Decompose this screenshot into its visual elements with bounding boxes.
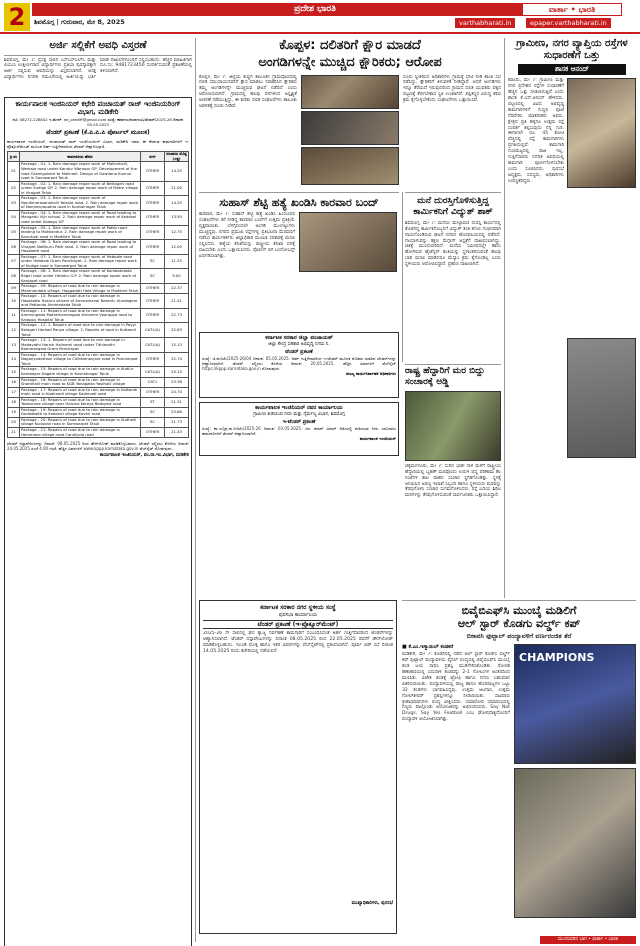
table-cell-cat: OTHER — [141, 225, 165, 240]
notice-municipal-title: ಕರ್ನಾಟಕ ಸರಕಾರ ನಗರ ಸ್ಥಳೀಯ ಸಂಸ್ಥೆ — [260, 604, 336, 611]
roads-story — [508, 38, 636, 598]
table-row — [8, 308, 189, 323]
table-cell-amt: 13.50 — [165, 210, 189, 225]
shock-headline: ಮನೆ ದುರಸ್ತಿಗೊಳಿಸುತ್ತಿದ್ದ ಕಾರ್ಮಿಕನಿಗೆ ವಿದ್ಯುತ್ ಶಾಕ್ — [413, 196, 493, 217]
table-cell-work: Package - 15: Repairs of road due to rain damage in Kudlur Kambayar Dagale village in Kushalnagar Taluk — [20, 367, 141, 377]
table-cell-cat: CAT-I(A) — [141, 323, 165, 338]
footer-continued: ಮುಂದುವರಿದ ಭಾಗ • ವಾರ್ತಾ • ಭಾರತಿ — [540, 936, 636, 944]
table-cell-cat: SC — [141, 417, 165, 427]
table-cell-cat: OTHER — [141, 196, 165, 211]
table-cell-work: Package - 18: Repairs of road due to rain damage in Yadavnare village near Halsina Kereya Bedigina road — [20, 397, 141, 407]
table-cell-work: Package - 01: 1. Rain damage repair work of Mallonhalli, Werkaje road under Kandur Warnoor GP, Development of the road Gramigukere to Mallnadi. Design of Gowdana Kunnur road in Somwarpet Taluk — [20, 162, 141, 181]
table-cell-n: 21 — [8, 427, 20, 437]
bandh-body: ಕಾರವಾರ, ಮೇ 7: ಸುಹಾಸ್ ಶೆಟ್ಟಿ ಹತ್ಯೆ ಖಂಡಿಸಿ ಹಿಂದೂಪರ ಸಂಘಟನೆಗಳು ಕರೆ ನೀಡಿದ್ದ ಕಾರವಾರ ಬಂದ್‌ಗೆ ಉತ್ತಮ ಪ್ರತಿಕ್ರಿಯೆ ವ್ಯಕ್ತವಾಯಿತು. ಬೆಳಗ್ಗಿನಿಂದಲೇ ಅಂಗಡಿ ಮುಂಗಟ್ಟುಗಳು ಮುಚ್ಚಿದ್ದವು. ನಗರದ ಪ್ರಮುಖ ರಸ್ತೆಗಳಲ್ಲಿ ಪ್ರತಿಭಟನಾ ಮೆರವಣಿಗೆ ನಡೆಸಿದ ಕಾರ್ಯಕರ್ತರು ಜಿಲ್ಲಾಧಿಕಾರಿ ಮೂಲಕ ಸರಕಾರಕ್ಕೆ ಮನವಿ ಸಲ್ಲಿಸಿದರು. ಹತ್ಯೆಯ ತನಿಖೆಯನ್ನು ರಾಷ್ಟ್ರೀಯ ತನಿಖಾ ದಳಕ್ಕೆ ವಹಿಸಬೇಕು ಎಂದು ಒತ್ತಾಯಿಸಿದರು. ಪೊಲೀಸ್ ಬಿಗಿ ಬಂದೋಬಸ್ತ್ ಏರ್ಪಡಿಸಲಾಗಿತ್ತು. — [199, 212, 295, 259]
highway-story — [402, 366, 504, 598]
notice-zp-label: ಟೆಂಡರ್ ಪ್ರಕಟಣೆ — [285, 348, 313, 355]
table-cell-amt: 25.13 — [165, 367, 189, 377]
col-category: ವರ್ಗ — [141, 152, 165, 162]
notice-zp — [199, 332, 399, 398]
table-row — [8, 210, 189, 225]
table-cell-cat: OTHER — [141, 387, 165, 397]
table-cell-amt: 21.43 — [165, 427, 189, 437]
table-cell-n: 12 — [8, 323, 20, 338]
mla-photo — [567, 78, 636, 188]
table-cell-work: Package - 13: 1. Repairs of road due to rain damage in Madavathi Harish Halinami road under Tithimathi Bommangala Gram Panchayat — [20, 338, 141, 353]
table-cell-n: 18 — [8, 397, 20, 407]
table-cell-cat: ST — [141, 397, 165, 407]
table-cell-work: Package - 10: Repairs of road due to rain damage in Hosakatte Hosuru sitnam of Ammamanai Naranti, Kundagere and Pattanda Aimmedada Taluk — [20, 294, 141, 309]
left-column — [4, 38, 192, 942]
tender-office: ಕಾರ್ಯಪಾಲಕ ಇಂಜಿನಿಯರ್ ಕಛೇರಿ ಪಂಚಾಯತ್ ರಾಜ್ ಇಂಜಿನಿಯರಿಂಗ್ ವಿಭಾಗ, ಮಡಿಕೇರಿ — [15, 99, 181, 117]
sports-headline-line2: ಆಲ್ ಸ್ಟಾರ್ ಕೊಡಗು ವರ್ಲ್ಡ್ ಕಪ್ — [457, 617, 581, 631]
table-row — [8, 387, 189, 397]
sports-body: ಮಡಿಕೇರಿ, ಮೇ 7: ಕೊಡಗಿನಲ್ಲಿ ನಡೆದ ಆಲ್ ಸ್ಟಾರ್ ಕೊಡಗು ವರ್ಲ್ಡ್ ಕಪ್ ಫುಟ್ಬಾಲ್ ಪಂದ್ಯಾವಳಿಯ ಫೈನಲ್ ಪಂದ್ಯದಲ್ಲಿ ಬಿವೈಬಿಎಫ್‌ಸಿ ಮುಂಬೈ ತಂಡ ಜಯ ಸಾಧಿಸಿ ಪ್ರಶಸ್ತಿ ಮುಡಿಗೇರಿಸಿಕೊಂಡಿತು. ರೋಚಕ ಹಣಾಹಣಿಯಲ್ಲಿ ಎದುರಾಳಿ ತಂಡವನ್ನು 2-1 ಗೋಲುಗಳ ಅಂತರದಿಂದ ಮಣಿಸಿತು. ವಿಜೇತ ತಂಡಕ್ಕೆ ಟ್ರೋಫಿ ಹಾಗೂ ನಗದು ಬಹುಮಾನ ವಿತರಿಸಲಾಯಿತು. ಪಂದ್ಯಾವಳಿಯಲ್ಲಿ ರಾಜ್ಯ ಹಾಗೂ ಹೊರರಾಜ್ಯಗಳ ಒಟ್ಟು 32 ತಂಡಗಳು ಭಾಗವಹಿಸಿದ್ದವು. ಉತ್ತಮ ಆಟಗಾರ, ಉತ್ತಮ ಗೋಲ್‌ಕೀಪರ್ ಪ್ರಶಸ್ತಿಗಳನ್ನೂ ನೀಡಲಾಯಿತು. ಸಾವಿರಾರು ಕ್ರೀಡಾಭಿಮಾನಿಗಳು ಪಂದ್ಯ ವೀಕ್ಷಿಸಿದರು. ಸಮಾರೋಪ ಸಮಾರಂಭದಲ್ಲಿ ಗಣ್ಯರು ಪಾಲ್ಗೊಂಡು ಆಯೋಜಕರನ್ನು ಅಭಿನಂದಿಸಿದರು. Say Not Drugs, Say Yes Football ಎಂಬ ಘೋಷವಾಕ್ಯದೊಂದಿಗೆ ಪಂದ್ಯಾವಳಿ ಆಯೋಜಿಸಲಾಗಿತ್ತು. — [402, 651, 510, 723]
notice-zp-sub: ಜಿಲ್ಲಾ ಕೇಂದ್ರ ಸಹಕಾರ ಅಭಿವೃದ್ಧಿ ನಿಗಮ ನಿ. — [268, 341, 330, 347]
table-cell-work: Package - 11: Repairs of road due to rain damage in Ammungada Matrathamangala sitnamm Voorappa road to Kalappu Hospital Taluk — [20, 308, 141, 323]
lead-headline-line2: ಅಂಗಡಿಗಳನ್ನೇ ಮುಚ್ಚಿದ ಕ್ಷೌರಿಕರು; ಆರೋಪ — [258, 55, 442, 71]
table-cell-n: 06 — [8, 240, 20, 255]
road-photo — [567, 338, 636, 458]
table-row — [8, 162, 189, 181]
epaper-link[interactable]: epaper.varthabharati.in — [526, 18, 611, 28]
table-cell-cat: SC — [141, 269, 165, 284]
lead-story — [199, 38, 501, 188]
tender-label: ಟೆಂಡರ್ ಪ್ರಕಟಣೆ (ಕೆ.ಪಿ.ಪಿ.ಪಿ ಪೋರ್ಟಲ್ ಮೂಲಕ) — [46, 129, 150, 137]
table-cell-cat: OTHER — [141, 308, 165, 323]
table-cell-cat: OTHER — [141, 284, 165, 294]
notice-municipal — [199, 600, 397, 934]
champions-photo — [514, 644, 636, 764]
dateline: ಶಿವಮೊಗ್ಗ | ಗುರುವಾರ, ಮೇ 8, 2025 — [34, 18, 125, 26]
notice-municipal-body: 2025-26 ನೇ ಸಾಲಿನಲ್ಲಿ ಘನ ತ್ಯಾಜ್ಯ ನಿರ್ವಹಣೆ ಕಾಮಗಾರಿಗೆ ಸಂಬಂಧಿಸಿದಂತೆ ಅರ್ಹ ಗುತ್ತಿಗೆದಾರರಿಂದ ಟೆಂಡರ್‌ಗಳನ್ನು ಆಹ್ವಾನಿಸಲಾಗಿದೆ. ಟೆಂಡರ್ ದಸ್ತಾವೇಜುಗಳನ್ನು ದಿನಾಂಕ 08.05.2025 ರಿಂದ 22.05.2025 ರವರೆಗೆ ಡೌನ್‌ಲೋಡ್ ಮಾಡಿಕೊಳ್ಳಬಹುದು. ಇಎಂಡಿ ಮೊತ್ತ ಹಾಗೂ ಇತರ ವಿವರಗಳನ್ನು ವೆಬ್‌ಸೈಟ್‌ನಲ್ಲಿ ಪ್ರಕಟಿಸಲಾಗಿದೆ. ಪೂರ್ವ ಬಿಡ್ ಸಭೆ ದಿನಾಂಕ 14.05.2025 ರಂದು ಕಚೇರಿಯಲ್ಲಿ ನಡೆಯಲಿದೆ. — [203, 631, 393, 655]
table-cell-work: Package - 02: 1. Rain damage repair work of Bettageri road under Kudige GP. 2. Rain damage repair work of Matre village in Virajpet Taluk — [20, 181, 141, 196]
table-cell-amt: 9.00 — [165, 269, 189, 284]
table-cell-cat: OTHER — [141, 181, 165, 196]
lead-headline-line1: ಕೊಪ್ಪಳ: ದಲಿತರಿಗೆ ಕ್ಷೌರ ಮಾಡದೆ — [279, 38, 421, 53]
mid-divider — [402, 192, 403, 362]
column-divider — [195, 38, 196, 942]
lead-photo-2 — [301, 111, 399, 145]
table-cell-work: Package - 20: Repairs of road due to rain damage in Kudhalli village Kudukan road in Somwarpet Taluk — [20, 417, 141, 427]
table-cell-cat: SC — [141, 407, 165, 417]
table-cell-amt: 15.13 — [165, 338, 189, 353]
table-cell-amt: 24.74 — [165, 387, 189, 397]
table-row — [8, 323, 189, 338]
notice-zp-body: ಸಂಖ್ಯೆ: ಜಿ.ಪಂ/ಟೆಂ/2025-26/04 ದಿನಾಂಕ: 05.05.2025. ಅರ್ಹ ಗುತ್ತಿಗೆದಾರರಿಂದ ಇ-ಟೆಂಡರ್ ಮೂಲಕ ಮೊಹರು ಮಾಡಿದ ಟೆಂಡರ್‌ಗಳನ್ನು ಆಹ್ವಾನಿಸಲಾಗಿದೆ. ಟೆಂಡರ್ ಸಲ್ಲಿಸಲು ಕೊನೆಯ ದಿನಾಂಕ: 20.05.2025. ಹೆಚ್ಚಿನ ವಿವರಗಳಿಗೆ ವೆಬ್‌ಸೈಟ್ https://kppp.karnataka.gov.in ನೋಡುವುದು. — [202, 355, 396, 372]
table-cell-n: 10 — [8, 294, 20, 309]
table-cell-n: 08 — [8, 269, 20, 284]
table-row — [8, 352, 189, 367]
table-cell-work: Package - 03: 1. Rain damage repair work of Nandimarasanahalli Yalasta road. 2. Rain damage repair work of Nanjarayapatna road in Kushalnagar Taluk — [20, 196, 141, 211]
table-cell-n: 16 — [8, 377, 20, 387]
table-row — [8, 427, 189, 437]
table-cell-work: Package - 05: 1. Rain damage repair work of Pattiz road leading to Makkandur. 2. Rain damage repair work of Kanukudi road in Madikeri Taluk — [20, 225, 141, 240]
notice-water-sub: ಗ್ರಾಮೀಣ ಕುಡಿಯುವ ನೀರು ಮತ್ತು ನೈರ್ಮಲ್ಯ ವಿಭಾಗ, ಶಿವಮೊಗ್ಗ — [253, 411, 345, 417]
table-cell-amt: 12.75 — [165, 225, 189, 240]
notice-water-body: ಸಂಖ್ಯೆ: ಕಾ.ಇಂ/ಗ್ರಾ.ಕು.ನೀ/ಟೆಂ/2025-26 ದಿನಾಂಕ: 03.05.2025. ಜಲ ಜೀವನ್ ಮಿಷನ್ ಅಡಿಯಲ್ಲಿ ಕುಡಿಯುವ ನೀರು ಸರಬರಾಜು ಕಾಮಗಾರಿಗಳಿಗೆ ಟೆಂಡರ್ ಆಹ್ವಾನಿಸಲಾಗಿದೆ. — [202, 425, 396, 436]
lead-photo-1 — [301, 75, 399, 109]
table-cell-n: 04 — [8, 210, 20, 225]
notice-municipal-sub: ಪುರಸಭಾ ಕಾರ್ಯಾಲಯ — [278, 611, 318, 618]
table-cell-amt: 21.41 — [165, 294, 189, 309]
table-cell-n: 07 — [8, 254, 20, 269]
notice-water-label: ಇ-ಟೆಂಡರ್ ಪ್ರಕಟಣೆ — [282, 418, 316, 425]
table-cell-amt: 22.74 — [165, 352, 189, 367]
tender-intro: ಕಾರ್ಯಪಾಲಕ ಇಂಜಿನಿಯರ್, ಪಂಚಾಯತ್ ರಾಜ್ ಇಂಜಿನಿಯರಿಂಗ್ ವಿಭಾಗ, ಮಡಿಕೇರಿ ಇವರು ಈ ಕೆಳಕಂಡ ಕಾಮಗಾರಿಗಳಿಗೆ ಇ-ಪ್ರೊಕ್ಯೂರ್‌ಮೆಂಟ್ ಮೂಲಕ ಅರ್ಹ ಗುತ್ತಿಗೆದಾರರಿಂದ ಟೆಂಡರ್ ಆಹ್ವಾನಿಸಿದ್ದಾರೆ. — [7, 138, 189, 150]
table-cell-amt: 22.73 — [165, 308, 189, 323]
col-work: ಕಾಮಗಾರಿಯ ಹೆಸರು — [20, 152, 141, 162]
table-cell-amt: 21.00 — [165, 181, 189, 196]
col-serial: ಕ್ರ.ಸಂ — [8, 152, 20, 162]
table-cell-amt: 23.86 — [165, 407, 189, 417]
table-row — [8, 377, 189, 387]
tender-contact: ದೂ: 08272-228842 ಇ-ಮೇಲ್: ee_prediff@gmail.com ಸಂಖ್ಯೆ: ಕಾಪಾಇಂ/ಪಂರಾಇಂವಿ/ಟೆಂಡರ್/2025-26 ದಿನಾಂಕ: 05.05.2025 — [12, 117, 184, 127]
tender-header-row — [8, 152, 189, 162]
tender-footer: ಟೆಂಡರ್ ದಸ್ತಾವೇಜುಗಳನ್ನು ದಿನಾಂಕ: 08.05.2025 ರಿಂದ ಡೌನ್‌ಲೋಡ್ ಮಾಡಿಕೊಳ್ಳಬಹುದು. ಟೆಂಡರ್ ಸಲ್ಲಿಸಲು ಕೊನೆಯ ದಿನಾಂಕ: 24.05.2025 ಸಂಜೆ 4.00 ಗಂಟೆ. ಹೆಚ್ಚಿನ ವಿವರಗಳಿಗೆ www.kppp.karnataka.gov.in ವೆಬ್‌ಸೈಟ್ ನೋಡುವುದು. — [7, 441, 189, 452]
shock-body: ಶಿವಮೊಗ್ಗ, ಮೇ 7: ಮನೆಯ ಮೇಲ್ಛಾವಣಿ ದುರಸ್ತಿ ಕಾರ್ಯದಲ್ಲಿ ತೊಡಗಿದ್ದ ಕಾರ್ಮಿಕನೊಬ್ಬನಿಗೆ ವಿದ್ಯುತ್ ತಂತಿ ತಗುಲಿ ಗಂಭೀರವಾಗಿ ಗಾಯಗೊಂಡಿರುವ ಘಟನೆ ನಗರದ ಹೊರವಲಯದಲ್ಲಿ ನಡೆದಿದೆ. ಗಾಯಾಳುವನ್ನು ತಕ್ಷಣ ಮೆಗ್ಗಾನ್ ಆಸ್ಪತ್ರೆಗೆ ದಾಖಲಿಸಲಾಗಿದ್ದು, ಚಿಕಿತ್ಸೆ ಮುಂದುವರಿದಿದೆ. ಮನೆಯ ಸಮೀಪದಲ್ಲೇ ಹಾದು ಹೋಗಿರುವ ಹೈಟೆನ್ಶನ್ ತಂತಿಯನ್ನು ಸ್ಥಳಾಂತರಿಸುವಂತೆ ಹಲವು ಬಾರಿ ಮನವಿ ಮಾಡಿದರೂ ಮೆಸ್ಕಾಂ ಕ್ರಮ ಕೈಗೊಂಡಿಲ್ಲ ಎಂದು ಸ್ಥಳೀಯರು ಆರೋಪಿಸಿದ್ದಾರೆ. ಪ್ರಕರಣ ದಾಖಲಾಗಿದೆ. — [405, 220, 501, 268]
table-row — [8, 407, 189, 417]
roads-headline: ಗ್ರಾಮೀಣ, ನಗರ ವ್ಯಾಪ್ತಿಯ ರಸ್ತೆಗಳ ಸುಧಾರಣೆಗೆ ಒತ್ತು — [516, 38, 628, 61]
lead-photo-3 — [301, 147, 399, 185]
mla-badge: ಶಾಸಕ ಆನಂದ್ — [518, 64, 626, 75]
tender-table — [7, 151, 189, 438]
roads-body: ಕಡೂರು, ಮೇ 7: ಗ್ರಾಮೀಣ ಮತ್ತು ನಗರ ಪ್ರದೇಶದ ರಸ್ತೆಗಳ ಸುಧಾರಣೆಗೆ ಹೆಚ್ಚಿನ ಒತ್ತು ನೀಡಲಾಗುತ್ತಿದೆ ಎಂದು ಶಾಸಕ ಕೆ.ಎಸ್.ಆನಂದ್ ಹೇಳಿದರು. ಪಟ್ಟಣದಲ್ಲಿ ವಿವಿಧ ಅಭಿವೃದ್ಧಿ ಕಾಮಗಾರಿಗಳಿಗೆ ಗುದ್ದಲಿ ಪೂಜೆ ನೆರವೇರಿಸಿ ಮಾತನಾಡಿದ ಅವರು, ಕ್ಷೇತ್ರದ ಪ್ರತಿ ಹಳ್ಳಿಗೂ ಉತ್ತಮ ರಸ್ತೆ ಸಂಪರ್ಕ ಕಲ್ಪಿಸುವುದು ನನ್ನ ಗುರಿ. ಈಗಾಗಲೇ ರೂ. 45 ಕೋಟಿ ವೆಚ್ಚದಲ್ಲಿ ರಸ್ತೆ ಕಾಮಗಾರಿಗಳು ಪ್ರಗತಿಯಲ್ಲಿವೆ. ಕಾಮಗಾರಿ ಗುಣಮಟ್ಟದಲ್ಲಿ ರಾಜಿ ಇಲ್ಲ. ಗುತ್ತಿಗೆದಾರರು ನಿಗದಿತ ಅವಧಿಯಲ್ಲಿ ಕಾಮಗಾರಿ ಪೂರ್ಣಗೊಳಿಸಬೇಕು ಎಂದು ಸೂಚಿಸಿದರು. ಪುರಸಭೆ ಅಧ್ಯಕ್ಷರು, ಸದಸ್ಯರು, ಅಧಿಕಾರಿಗಳು ಉಪಸ್ಥಿತರಿದ್ದರು. — [508, 77, 564, 185]
table-cell-n: 14 — [8, 352, 20, 367]
table-row — [8, 240, 189, 255]
shock-story — [405, 192, 501, 362]
table-row — [8, 284, 189, 294]
table-cell-work: Package - 06: 1. Rain damage repair work of Road leading to Virajpet Nallikuru Patti road. 2. Rain damage repair work of Hosabetti road — [20, 240, 141, 255]
table-row — [8, 269, 189, 284]
table-cell-work: Package - 19: Repairs of road due to rain damage in Doddabetti to Kodandi village Kaveri road — [20, 407, 141, 417]
table-row — [8, 417, 189, 427]
lead-body-right: ದೂರು ಸ್ವೀಕರಿಸಿದ ಅಧಿಕಾರಿಗಳು ಗ್ರಾಮಕ್ಕೆ ಭೇಟಿ ನೀಡಿ ಶಾಂತಿ ಸಭೆ ನಡೆಸಿದ್ದು, ಕ್ಷೌರಿಕರಿಗೆ ತಿಳುವಳಿಕೆ ನೀಡಿದ್ದಾರೆ. ಆದರೆ ಅಂಗಡಿಗಳು ಇನ್ನೂ ತೆರೆಯದೆ ಇರುವುದರಿಂದ ಗ್ರಾಮದ ದಲಿತ ಯುವಕರು ಪಕ್ಕದ ಪಟ್ಟಣಕ್ಕೆ ತೆರಳಬೇಕಾದ ಸ್ಥಿತಿ ಉಂಟಾಗಿದೆ. ತಪ್ಪಿತಸ್ಥರ ವಿರುದ್ಧ ಕಠಿಣ ಕ್ರಮ ಕೈಗೊಳ್ಳಬೇಕೆಂದು ಸಂಘಟನೆಗಳು ಒತ್ತಾಯಿಸಿವೆ. — [403, 74, 501, 104]
table-cell-n: 09 — [8, 284, 20, 294]
table-cell-n: 20 — [8, 417, 20, 427]
notice-zp-title: ಕರ್ನಾಟಕ ಸರಕಾರ ಜಿಲ್ಲಾ ಪಂಚಾಯತ್ — [265, 335, 333, 341]
table-cell-n: 17 — [8, 387, 20, 397]
table-cell-amt: 23.36 — [165, 377, 189, 387]
champions-banner-text: CHAMPIONS — [519, 650, 595, 664]
table-row — [8, 181, 189, 196]
table-row — [8, 294, 189, 309]
table-cell-cat: OTHER — [141, 162, 165, 181]
page-number: 2 — [4, 3, 30, 31]
sports-story — [402, 600, 636, 942]
table-cell-amt: 12.00 — [165, 240, 189, 255]
table-row — [8, 196, 189, 211]
table-cell-cat: CAT-I(A) — [141, 367, 165, 377]
site-link[interactable]: varthabharati.in — [455, 18, 515, 28]
table-cell-amt: 22.37 — [165, 284, 189, 294]
highway-headline: ರಾಷ್ಟ್ರ ಹೆದ್ದಾರಿಗೆ ಮರ ಬಿದ್ದು ಸಂಚಾರಕ್ಕೆ ಅಡ್ಡಿ — [405, 366, 485, 387]
table-cell-n: 15 — [8, 367, 20, 377]
table-cell-cat: OTHER — [141, 427, 165, 437]
table-row — [8, 338, 189, 353]
table-cell-amt: 21.73 — [165, 417, 189, 427]
table-cell-cat: CAT-I(A) — [141, 338, 165, 353]
table-row — [8, 367, 189, 377]
table-cell-cat: CAT-I — [141, 377, 165, 387]
team-photo — [514, 768, 636, 918]
bandh-photo — [299, 212, 397, 272]
table-cell-n: 13 — [8, 338, 20, 353]
highway-body: ಚಿಕ್ಕಮಗಳೂರು, ಮೇ 7: ಸುರಿದ ಭಾರೀ ಗಾಳಿ ಮಳೆಗೆ ರಾಷ್ಟ್ರೀಯ ಹೆದ್ದಾರಿಯಲ್ಲಿ ಬೃಹತ್ ಮರವೊಂದು ಉರುಳಿ ಬಿದ್ದ ಪರಿಣಾಮ ಕೆಲ ಗಂಟೆಗಳ ಕಾಲ ವಾಹನ ಸಂಚಾರ ಸ್ಥಗಿತಗೊಂಡಿತ್ತು. ಸ್ಥಳಕ್ಕೆ ಆಗಮಿಸಿದ ಅರಣ್ಯ ಇಲಾಖೆ ಸಿಬ್ಬಂದಿ ಹಾಗೂ ಸ್ಥಳೀಯರು ಮರವನ್ನು ತೆರವುಗೊಳಿಸಿ ಸಂಚಾರ ಸುಗಮಗೊಳಿಸಿದರು. ರಸ್ತೆ ಬದಿಯ ಶಿಥಿಲ ಮರಗಳನ್ನು ತೆರವುಗೊಳಿಸುವಂತೆ ಸಾರ್ವಜನಿಕರು ಒತ್ತಾಯಿಸಿದ್ದಾರೆ. — [405, 463, 501, 499]
table-cell-work: Package - 14: Repairs of road due to rain damage in Naganyodathani village to Chikkamanjare road in Ponnampet Taluk — [20, 352, 141, 367]
table-cell-work: Package - 07: 1. Rain damage repair work of Hebbale road under Hebbale Gram Panchayat. 2. Rain damage repair work of Kudige road in Somwarpet Taluk — [20, 254, 141, 269]
article-deadline: ಶಿವಮೊಗ್ಗ, ಮೇ 7: ಪ್ರಸಕ್ತ ಸಾಲಿನ ಎಸ್‌ಎಸ್‌ಎಲ್‌ಸಿ ಮತ್ತು ಪಿಯುಸಿ ಉತ್ತೀರ್ಣರಾದ ವಿದ್ಯಾರ್ಥಿಗಳು ಪ್ರತಿಭಾ ಪುರಸ್ಕಾರಕ್ಕಾಗಿ ಅರ್ಜಿ ಸಲ್ಲಿಸುವ ಅವಧಿಯನ್ನು ವಿಸ್ತರಿಸಲಾಗಿದೆ. ಆಸಕ್ತ ವಿದ್ಯಾರ್ಥಿಗಳು ನಿಗದಿತ ನಮೂನೆಯಲ್ಲಿ ಅರ್ಜಿಯನ್ನು ಭರ್ತಿ ಮಾಡಿ ದಾಖಲೆಗಳೊಂದಿಗೆ ಸಲ್ಲಿಸಬಹುದು. ಹೆಚ್ಚಿನ ಮಾಹಿತಿಗಾಗಿ ದೂ.ಸಂ: 9481723456 ಸಂಪರ್ಕಿಸುವಂತೆ ಪ್ರಕಟಣೆಯಲ್ಲಿ ತಿಳಿಸಲಾಗಿದೆ. — [4, 57, 192, 81]
table-row — [8, 254, 189, 269]
table-cell-work: Package - 09: Repairs of road due to rain damage in Manmandata village, Haggadati Hala Village in Madikeri Taluk — [20, 284, 141, 294]
table-cell-amt: 22.63 — [165, 323, 189, 338]
table-cell-cat: OTHER — [141, 352, 165, 367]
bandh-headline: ಸುಹಾಸ್ ಶೆಟ್ಟಿ ಹತ್ಯೆ ಖಂಡಿಸಿ ಕಾರವಾರ ಬಂದ್ — [219, 196, 379, 209]
table-cell-n: 19 — [8, 407, 20, 417]
highway-photo — [405, 391, 501, 461]
table-cell-n: 05 — [8, 225, 20, 240]
headline-deadline: ಅರ್ಜಿ ಸಲ್ಲಿಕೆಗೆ ಅವಧಿ ವಿಸ್ತರಣೆ — [4, 38, 192, 56]
table-cell-work: Package - 16: Repairs of road due to rain damage in Shanthalli main road to KGB Yanagatta Yasthalli village — [20, 377, 141, 387]
notice-water-sign: ಕಾರ್ಯಪಾಲಕ ಇಂಜಿನಿಯರ್ — [359, 436, 396, 442]
table-cell-n: 01 — [8, 162, 20, 181]
table-cell-n: 03 — [8, 196, 20, 211]
notice-municipal-label: ಟೆಂಡರ್ ಪ್ರಕಟಣೆ (ಇ-ಪ್ರೊಕ್ಯೂರ್‌ಮೆಂಟ್) — [203, 620, 393, 630]
table-cell-work: Package - 21: Repairs of road due to rain damage in Hemmana village road Candiyola road — [20, 427, 141, 437]
right-divider — [504, 38, 505, 598]
header-rule — [0, 32, 640, 34]
notice-municipal-sign: ಮುಖ್ಯಾಧಿಕಾರಿಗಳು, ಪುರಸಭೆ — [351, 901, 393, 907]
table-cell-amt: 21.31 — [165, 397, 189, 407]
sports-byline: ■ ಕೆ.ಎಂ.ಇಸ್ಮಾಯಿಲ್ ಕಂಡಕರೆ — [402, 643, 454, 650]
table-cell-cat: OTHER — [141, 240, 165, 255]
table-cell-n: 02 — [8, 181, 20, 196]
table-cell-work: Package - 12: 1. Repairs of road due to rain damage in Payyi Belageri Harhad Panya village. 2. Repairs of road in Kuttandi Taluk — [20, 323, 141, 338]
lead-body-left: ಕೊಪ್ಪಳ, ಮೇ 7: ಜಿಲ್ಲೆಯ ಕುಷ್ಟಗಿ ತಾಲೂಕಿನ ಗ್ರಾಮವೊಂದರಲ್ಲಿ ದಲಿತ ಸಮುದಾಯದವರಿಗೆ ಕ್ಷೌರ ಮಾಡಲು ನಿರಾಕರಿಸಿದ ಕ್ಷೌರಿಕರು ತಮ್ಮ ಅಂಗಡಿಗಳನ್ನೇ ಮುಚ್ಚಿರುವ ಘಟನೆ ನಡೆದಿದೆ ಎಂದು ಆರೋಪಿಸಲಾಗಿದೆ. ಗ್ರಾಮದಲ್ಲಿ ಹಲವು ದಿನಗಳಿಂದ ಅಸ್ಪೃಶ್ಯತೆ ಆಚರಣೆ ನಡೆಯುತ್ತಿದ್ದು, ಈ ಕುರಿತು ದಲಿತ ಸಂಘಟನೆಗಳು ತಾಲೂಕು ಆಡಳಿತಕ್ಕೆ ದೂರು ನೀಡಿವೆ. — [199, 74, 297, 110]
sports-headline-line1: ಬಿವೈಬಿಎಫ್‌ಸಿ ಮುಂಬೈ ಮಡಿಲಿಗೆ — [461, 604, 577, 617]
table-cell-n: 11 — [8, 308, 20, 323]
table-cell-cat: OTHER — [141, 210, 165, 225]
table-cell-cat: SC — [141, 254, 165, 269]
table-cell-cat: OTHER — [141, 294, 165, 309]
table-cell-work: Package - 04: 1. Rain damage repair work of Road leading to Mangadu Vijh school. 2. Rain damage repair work of Kedakal road under Kodagu GP — [20, 210, 141, 225]
table-cell-work: Package - 17: Repairs of road due to rain damage in Kalkandi main road in Kadimadi village Kadimadi road — [20, 387, 141, 397]
table-row — [8, 225, 189, 240]
notice-zp-sign: ಮುಖ್ಯ ಕಾರ್ಯನಿರ್ವಾಹಕ ಅಧಿಕಾರಿಗಳು — [346, 371, 396, 377]
table-cell-amt: 11.25 — [165, 254, 189, 269]
table-row — [8, 397, 189, 407]
table-cell-amt: 14.25 — [165, 162, 189, 181]
brand-tag: ವಾರ್ತಾ • ಭಾರತಿ — [522, 3, 622, 16]
col-amount: ಅಂದಾಜು ಮೊತ್ತ (ಲಕ್ಷ) — [166, 151, 187, 161]
tender-notice-box — [4, 97, 192, 946]
notice-water-title: ಕಾರ್ಯಪಾಲಕ ಇಂಜಿನಿಯರ್ ರವರ ಕಾರ್ಯಾಲಯ — [255, 405, 343, 411]
notice-water — [199, 402, 399, 456]
section-title: ಪ್ರದೇಶ ಭಾರತಿ — [294, 4, 336, 14]
page-header — [0, 0, 640, 34]
sports-subhead: ಬಿಕಾಪಸಿ ಫುಟ್ಬಾಲ್ ಪಂದ್ಯಾವಳಿಗೆ ವರ್ಣರಂಜಿತ ತೆರೆ — [466, 632, 572, 641]
tender-signature: ಕಾರ್ಯಪಾಲಕ ಇಂಜಿನಿಯರ್, ಪಂ.ರಾ.ಇಂ.ವಿಭಾಗ, ಮಡಿಕೇರಿ — [99, 453, 189, 459]
table-cell-amt: 14.25 — [165, 196, 189, 211]
table-cell-work: Package - 08: 1. Rain damage repair work of Kambatalada Bilgiri road under Heddur G.P. 2. Rain damage repair work of Kanjapet road — [20, 269, 141, 284]
